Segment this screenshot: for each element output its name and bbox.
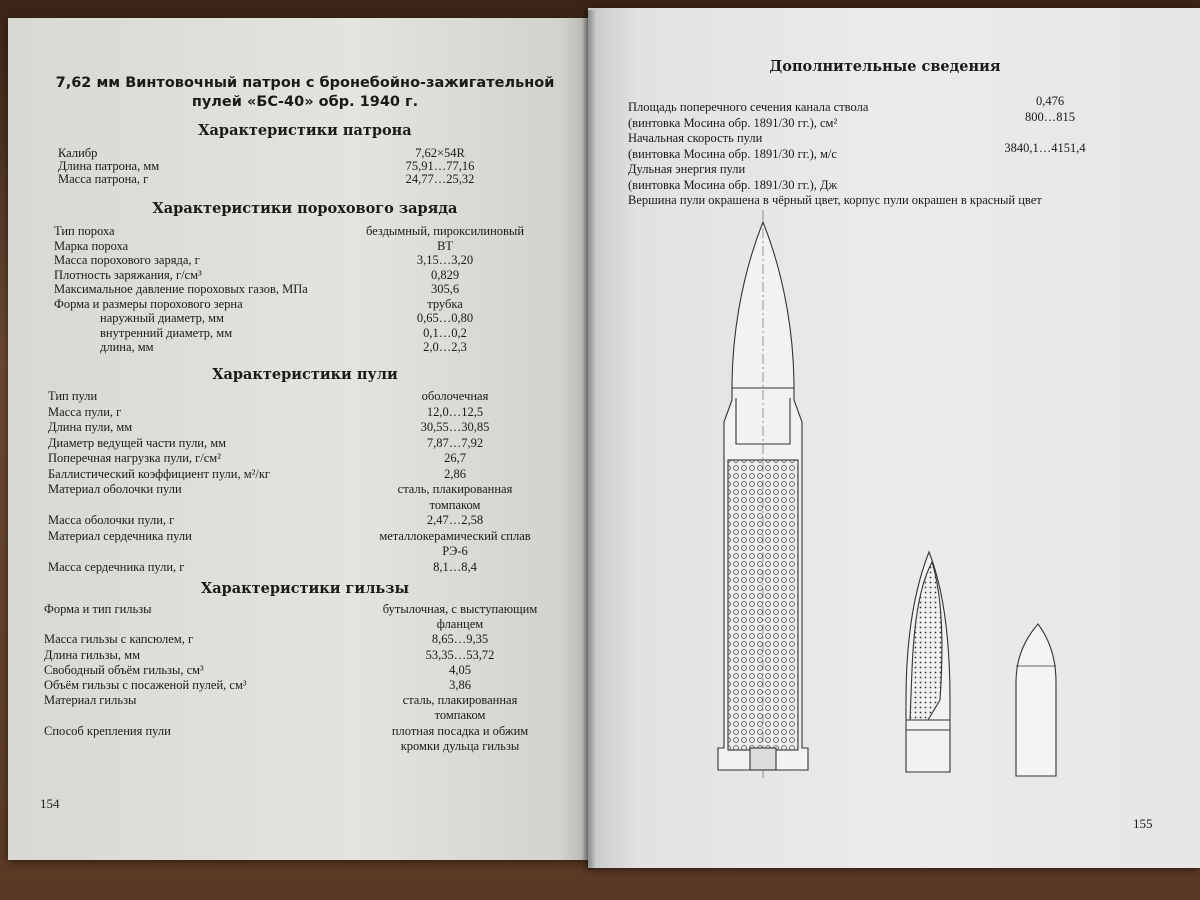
spec-label: Масса порохового заряда, г <box>54 253 200 267</box>
spec-value: 26,7 <box>444 451 466 465</box>
spec-label: Свободный объём гильзы, см³ <box>44 662 204 677</box>
spec-label: Способ крепления пули <box>44 723 171 738</box>
info-label: Площадь поперечного сечения канала ствола <box>628 100 869 114</box>
spec-label: Материал гильзы <box>44 693 137 708</box>
spec-value: РЭ-6 <box>442 544 468 558</box>
spec-value: 4,05 <box>449 662 471 677</box>
spec-value: 0,829 <box>430 267 460 282</box>
spec-value: томпаком <box>434 708 486 723</box>
spec-label: Длина гильзы, мм <box>44 647 140 662</box>
page-title <box>40 74 570 112</box>
spec-value: металлокерамический сплав <box>379 528 531 543</box>
info-value: 800…815 <box>1025 109 1075 124</box>
spec-value: 3,86 <box>449 678 471 692</box>
spec-value: 3,15…3,20 <box>416 253 474 267</box>
spec-label: Баллистический коэффициент пули, м²/кг <box>48 466 271 481</box>
info-label: Начальная скорость пули <box>628 131 763 145</box>
spec-label: Марка пороха <box>54 238 129 253</box>
core-drawing <box>1016 624 1056 776</box>
powder-heading: Характеристики порохового заряда <box>152 200 458 217</box>
spec-value: 8,1…8,4 <box>433 559 477 574</box>
spec-value: 12,0…12,5 <box>426 404 484 419</box>
spec-value: 75,91…77,16 <box>405 159 475 173</box>
info-label: Вершина пули окрашена в чёрный цвет, корпус пули окрашен в красный цвет <box>628 193 1042 207</box>
spec-value: 53,35…53,72 <box>425 647 495 662</box>
spec-label: Масса оболочки пули, г <box>48 513 175 527</box>
additional-info-heading: Дополнительные сведения <box>769 58 1001 75</box>
spec-label: Плотность заряжания, г/см³ <box>54 267 202 282</box>
spec-value: 305,6 <box>430 282 460 296</box>
page-title-line2: пулей «БС-40» обр. 1940 г. <box>191 94 419 110</box>
info-label: (винтовка Мосина обр. 1891/30 гг.), м/с <box>628 146 837 161</box>
spec-value: бездымный, пироксилиновый <box>365 224 525 238</box>
info-label: (винтовка Мосина обр. 1891/30 гг.), см² <box>628 115 838 130</box>
spec-value: трубка <box>427 296 463 311</box>
info-value: 0,476 <box>1035 94 1065 108</box>
spec-label: Масса сердечника пули, г <box>48 559 185 574</box>
spec-label: длина, мм <box>100 340 154 354</box>
cartridge-heading: Характеристики патрона <box>198 122 412 139</box>
spec-value: 7,87…7,92 <box>426 435 484 450</box>
page-title-line1: 7,62 мм Винтовочный патрон с бронебойно-зажигательной <box>55 75 555 91</box>
spec-label: Калибр <box>58 146 98 160</box>
info-label: (винтовка Мосина обр. 1891/30 гг.), Дж <box>628 177 838 192</box>
info-value: 3840,1…4151,4 <box>1004 140 1086 155</box>
spec-label: Тип пороха <box>54 224 115 238</box>
spec-label: наружный диаметр, мм <box>100 311 224 325</box>
spec-value: 7,62×54R <box>415 146 465 160</box>
spec-label: Масса патрона, г <box>58 172 149 186</box>
spec-value: 30,55…30,85 <box>420 420 490 434</box>
spec-value: плотная посадка и обжим <box>391 723 529 738</box>
spec-value: 0,65…0,80 <box>416 311 474 325</box>
bullet-section-drawing <box>906 552 950 772</box>
spec-value: 8,65…9,35 <box>431 632 489 647</box>
spec-label: Масса пули, г <box>48 404 122 419</box>
spec-value: ВТ <box>437 238 453 253</box>
spec-value: кромки дульца гильзы <box>400 738 520 753</box>
spec-label: Форма и тип гильзы <box>44 602 152 616</box>
case-heading: Характеристики гильзы <box>200 580 410 597</box>
spec-value: оболочечная <box>421 389 489 403</box>
spec-label: Длина пули, мм <box>48 420 133 434</box>
spec-value: 2,47…2,58 <box>426 513 484 527</box>
spec-label: Тип пули <box>48 389 98 403</box>
spec-value: томпаком <box>429 497 481 512</box>
spec-label: Максимальное давление пороховых газов, МПа <box>54 282 308 296</box>
spec-label: Объём гильзы с посаженой пулей, см³ <box>44 678 247 692</box>
spec-label: Материал оболочки пули <box>48 482 182 496</box>
spec-value: сталь, плакированная <box>397 482 513 496</box>
spec-label: Материал сердечника пули <box>48 528 192 543</box>
spec-value: 2,86 <box>444 466 466 481</box>
spec-value: 0,1…0,2 <box>423 325 467 340</box>
info-label: Дульная энергия пули <box>628 162 746 176</box>
spec-label: Форма и размеры порохового зерна <box>54 296 243 311</box>
cartridge-drawing <box>588 200 1188 800</box>
spec-label: Длина патрона, мм <box>58 159 160 173</box>
spec-value: сталь, плакированная <box>402 693 518 708</box>
spec-value: 24,77…25,32 <box>405 172 475 186</box>
spec-value: 2,0…2,3 <box>423 340 467 354</box>
bullet-heading: Характеристики пули <box>212 366 398 383</box>
spec-label: Диаметр ведущей части пули, мм <box>48 435 227 450</box>
spec-value: фланцем <box>436 617 484 632</box>
page-number-left: 154 <box>40 796 60 811</box>
spec-label: Масса гильзы с капсюлем, г <box>44 632 194 647</box>
spec-value: бутылочная, с выступающим <box>382 602 538 616</box>
full-cartridge-drawing <box>718 210 808 780</box>
spec-label: внутренний диаметр, мм <box>100 325 233 340</box>
page-number-right: 155 <box>1133 816 1153 831</box>
spec-label: Поперечная нагрузка пули, г/см² <box>48 451 221 465</box>
